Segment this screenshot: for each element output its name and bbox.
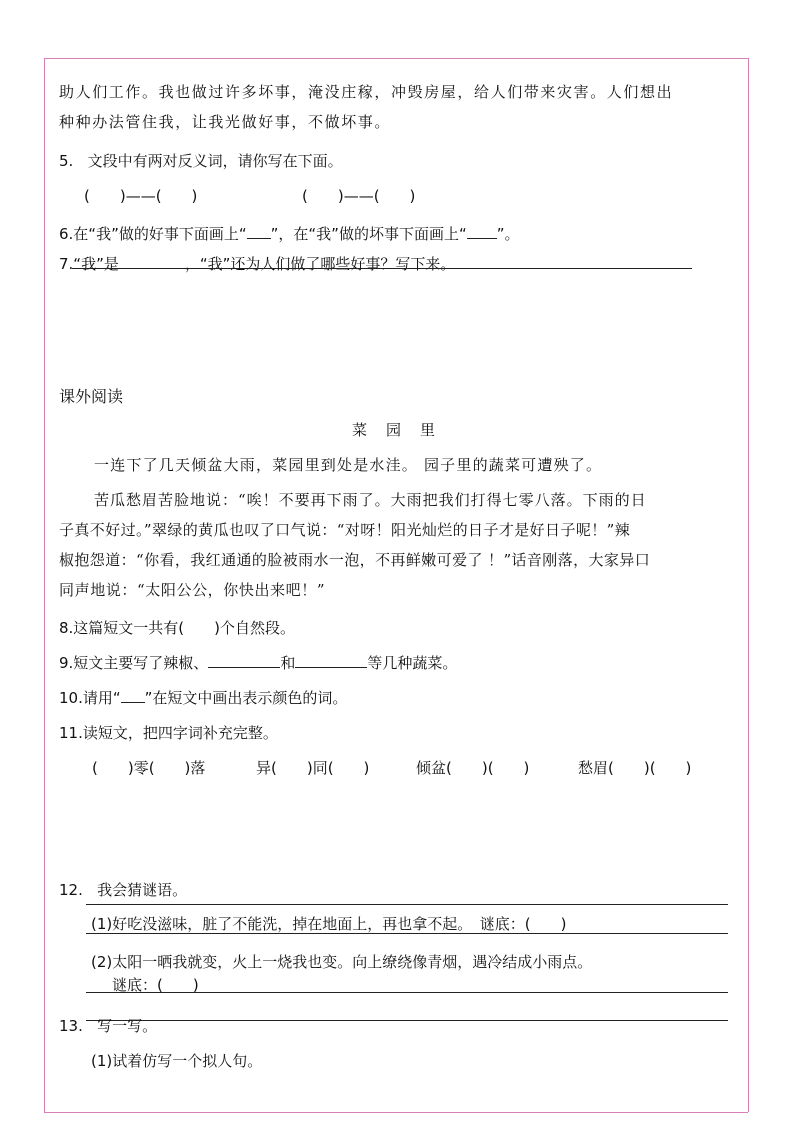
- passage-line-1: 助人们工作。我也做过许多坏事，淹没庄稼，冲毁房屋，给人们带来灾害。人们想出: [59, 83, 674, 101]
- question-11: 11.读短文，把四字词补充完整。: [59, 724, 278, 742]
- question-10-blank[interactable]: [121, 688, 145, 703]
- riddle-1-line[interactable]: [86, 933, 728, 934]
- page-frame-top: [44, 58, 748, 59]
- question-7-text-a: 7.“我”是: [59, 255, 119, 273]
- question-7-text-b: ，“我”还为人们做了哪些好事？写下来。: [184, 255, 456, 273]
- story-paragraph-2-line-3: 椒抱怨道：“你看，我红通通的脸被雨水一泡，不再鲜嫩可爱了 ！”话音刚落，大家异口: [59, 551, 651, 569]
- riddle-rule: [86, 904, 728, 905]
- question-12: [59, 880, 187, 900]
- page-frame-right: [748, 58, 749, 1112]
- story-paragraph-1: 一连下了几天倾盆大雨，菜园里到处是水洼。 园子里的蔬菜可遭殃了。: [94, 456, 603, 474]
- question-7-blank[interactable]: [119, 254, 185, 269]
- question-11-item-4: 愁眉( )( ): [578, 759, 692, 777]
- question-9-text-c: 等几种蔬菜。: [367, 654, 458, 672]
- story-paragraph-2-line-1: 苦瓜愁眉苦脸地说：“唉！不要再下雨了。大雨把我们打得七零八落。下雨的日: [94, 491, 647, 509]
- page-frame-left: [44, 58, 45, 1112]
- question-11-item-3: 倾盆( )( ): [416, 759, 530, 777]
- question-11-item-2: 异( )同( ): [256, 759, 370, 777]
- question-10-text-a: 10.请用“: [59, 689, 121, 707]
- question-9-text-a: 9.短文主要写了辣椒、: [59, 654, 209, 672]
- question-6-text-b: ”，在“我”做的坏事下面画上“: [270, 225, 467, 243]
- question-9: [59, 653, 457, 673]
- question-6-blank-1[interactable]: [247, 224, 271, 239]
- question-5-pair-1: ( )——( ): [84, 187, 198, 205]
- question-13-line: [86, 1020, 728, 1021]
- riddle-1: (1)好吃没滋味，脏了不能洗，掉在地面上，再也拿不起。 谜底：( ): [91, 915, 567, 933]
- section-heading: 课外阅读: [59, 387, 124, 406]
- passage-line-2: 种种办法管住我，让我光做好事，不做坏事。: [59, 113, 392, 131]
- question-13-number: 13.: [59, 1017, 83, 1035]
- question-11-item-1: ( )零( )落: [92, 759, 206, 777]
- riddle-2-line[interactable]: [86, 992, 728, 993]
- question-5-text: 文段中有两对反义词，请你写在下面。: [87, 152, 343, 170]
- page-frame-bottom: [44, 1112, 748, 1113]
- question-13-text: 写一写。: [97, 1017, 158, 1035]
- question-5: [59, 151, 343, 171]
- frame-corner: [44, 58, 54, 68]
- question-6-text-c: ”。: [496, 225, 520, 243]
- question-9-blank-2[interactable]: [295, 653, 367, 668]
- story-paragraph-2-line-2: 子真不好过。”翠绿的黄瓜也叹了口气说：“对呀！阳光灿烂的日子才是好日子呢！”辣: [59, 521, 631, 539]
- question-7-answer-line[interactable]: [72, 268, 692, 269]
- question-6-blank-2[interactable]: [467, 224, 497, 239]
- question-13: [59, 1016, 157, 1036]
- story-title: 菜 园 里: [352, 421, 438, 439]
- riddle-2: (2)太阳一晒我就变，火上一烧我也变。向上缭绕像青烟，遇冷结成小雨点。: [91, 953, 593, 971]
- question-10: [59, 688, 347, 708]
- question-6-text-a: 6.在“我”做的好事下面画上“: [59, 225, 247, 243]
- question-8: 8.这篇短文一共有( )个自然段。: [59, 619, 296, 637]
- riddle-2-answer: 谜底：( ): [112, 976, 199, 994]
- question-9-text-b: 和: [280, 654, 296, 672]
- question-5-pair-2: ( )——( ): [302, 187, 416, 205]
- question-7: [59, 254, 455, 274]
- question-10-text-b: ”在短文中画出表示颜色的词。: [144, 689, 348, 707]
- question-13-sub-1: (1)试着仿写一个拟人句。: [91, 1052, 263, 1070]
- question-12-number: 12.: [59, 881, 83, 899]
- story-paragraph-2-line-4: 同声地说：“太阳公公，你快出来吧！”: [59, 581, 326, 599]
- question-6: [59, 224, 520, 244]
- question-9-blank-1[interactable]: [208, 653, 280, 668]
- question-5-number: 5.: [59, 152, 74, 170]
- question-12-text: 我会猜谜语。: [97, 881, 188, 899]
